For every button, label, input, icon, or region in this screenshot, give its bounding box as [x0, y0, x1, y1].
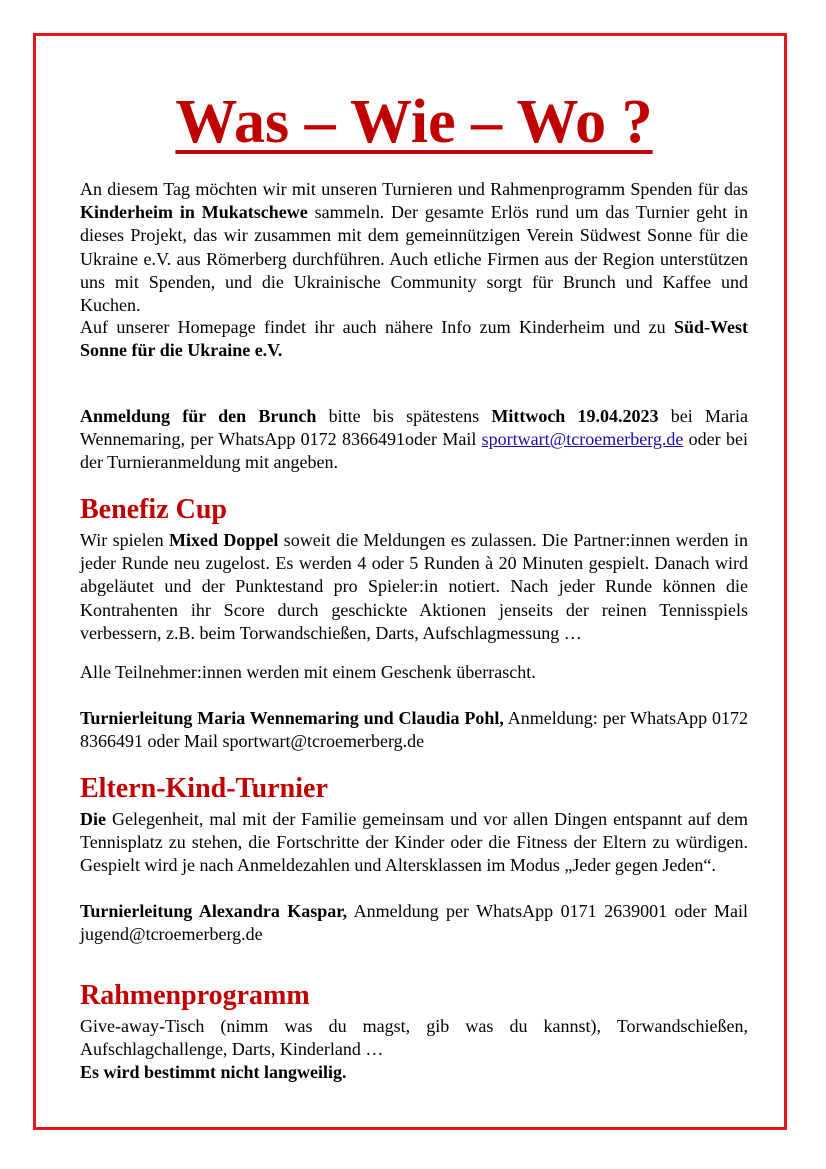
homepage-paragraph [80, 316, 748, 362]
email-link[interactable]: sportwart@tcroemerberg.de [481, 429, 684, 450]
eltern-text: Gelegenheit, mal mit der Familie gemeinsam und vor allen Dingen entspannt auf dem Tennisplatz zu stehen, die Fortschritte der Kinder oder die Fitness der Eltern zu würdigen. Gespielt wird je nach Anmeldezahlen und Altersklassen im Modus „Jeder gegen Jeden“. [80, 809, 748, 876]
benefiz-lead-text: Anmeldung: per WhatsApp 0172 8366491 oder Mail sportwart@tcroemerberg.de [80, 708, 749, 752]
eltern-lead-text: Anmeldung per WhatsApp 0171 2639001 oder Mail jugend@tcroemerberg.de [80, 901, 748, 945]
page-title: Was – Wie – Wo ? [175, 88, 653, 156]
intro-text: An diesem Tag möchten wir mit unseren Turnieren und Rahmenprogramm Spenden für das [80, 179, 748, 199]
brunch-text-end: oder bei der Turnieranmeldung mit angeben. [80, 429, 748, 473]
rahmen-closing [80, 1061, 748, 1084]
brunch-bold-date: Mittwoch 19.04.2023 [491, 406, 659, 426]
intro-text-cont: sammeln. Der gesamte Erlös rund um das Turnier geht in dieses Projekt, das wir zusammen mit dem gemeinnützigen Verein Südwest Sonne für die Ukraine e.V. aus Römerberg durchführen. Auch etliche Firmen aus der Region unterstützen uns mit Spenden, und die Ukrainische Community sorgt für Brunch und Kaffee und Kuchen. [80, 202, 749, 316]
homepage-bold-verein: Süd-West Sonne für die Ukraine e.V. [80, 317, 748, 361]
brunch-paragraph [80, 405, 748, 475]
benefiz-lead-bold: Turnierleitung Maria Wennemaring und Claudia Pohl, [80, 708, 504, 728]
rahmen-paragraph: Give-away-Tisch (nimm was du magst, gib was du kannst), Torwandschießen, Aufschlagchallenge, Darts, Kinderland … [80, 1016, 748, 1060]
eltern-lead-bold: Turnierleitung Alexandra Kaspar, [80, 901, 348, 921]
intro-bold-kinderheim: Kinderheim in Mukatschewe [80, 202, 308, 223]
brunch-text: bitte bis spätestens [316, 406, 492, 426]
benefiz-paragraph [80, 529, 748, 645]
benefiz-text-cont: soweit die Meldungen es zulassen. Die Partner:innen werden in jeder Runde neu zugelost. Es werden 4 oder 5 Runden à 20 Minuten gespielt. Danach wird abgeläutet und der Punktestand pro Spieler:in notiert. Nach jeder Runde können die Kontrahenten ihr Score durch geschickte Aktionen jenseits der reinen Tennisspiels verbessern, z.B. beim Torwandschießen, Darts, Aufschlagmessung … [80, 530, 749, 643]
brunch-text-contact: bei Maria Wennemaring, per WhatsApp 0172 8366491oder Mail [80, 406, 748, 450]
rahmen-closing-bold: Es wird bestimmt nicht langweilig. [80, 1062, 347, 1082]
benefiz-bold-mixed: Mixed Doppel [168, 530, 279, 550]
benefiz-text: Wir spielen [80, 530, 169, 550]
eltern-bold-die: Die [80, 809, 106, 829]
heading-rahmenprogramm: Rahmenprogramm [80, 980, 310, 1011]
benefiz-lead-paragraph [80, 707, 748, 753]
intro-paragraph [80, 178, 748, 317]
heading-eltern-kind: Eltern-Kind-Turnier [80, 773, 328, 804]
benefiz-gift-line: Alle Teilnehmer:innen werden mit einem Geschenk überrascht. [80, 662, 536, 682]
homepage-text: Auf unserer Homepage findet ihr auch nähere Info zum Kinderheim und zu [80, 317, 674, 337]
eltern-paragraph [80, 808, 748, 878]
brunch-bold-anmeldung: Anmeldung für den Brunch [80, 406, 317, 426]
heading-benefiz-cup: Benefiz Cup [80, 494, 227, 525]
eltern-lead-paragraph [80, 900, 748, 946]
